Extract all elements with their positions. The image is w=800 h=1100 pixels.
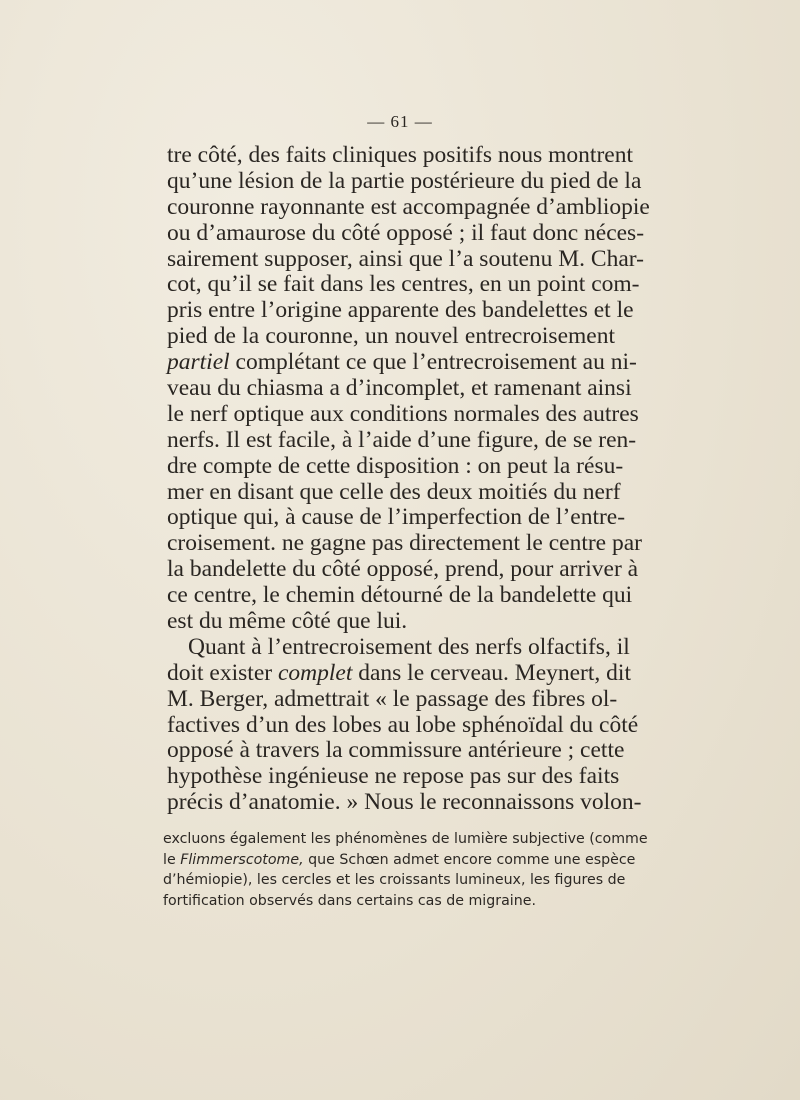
text-line: tre côté, des faits cliniques positifs nous montrent xyxy=(167,142,633,168)
text-segment: que Schœn admet encore comme une espèce xyxy=(303,851,636,868)
text-line: le nerf optique aux conditions normales des autres xyxy=(167,400,639,427)
text-line: qu’une lésion de la partie postérieure du pied de la xyxy=(167,167,642,194)
text-line: factives d’un des lobes au lobe sphénoïdal du côté xyxy=(167,711,639,738)
text-segment: le xyxy=(163,851,181,868)
text-line: pris entre l’origine apparente des bandelettes et le xyxy=(167,297,634,324)
text-segment: complétant ce que l’entrecroisement au ni- xyxy=(229,349,637,376)
text-line: sairement supposer, ainsi que l’a soutenu M. Char- xyxy=(167,245,644,272)
text-line: la bandelette du côté opposé, prend, pour arriver à xyxy=(167,556,639,583)
text-line: est du même côté que lui. xyxy=(167,608,408,635)
italic-word: complet xyxy=(277,659,353,686)
footnote-line: d’hémiopie), les cercles et les croissants lumineux, les figures de xyxy=(163,872,626,889)
text-line xyxy=(167,349,637,376)
text-line: cot, qu’il se fait dans les centres, en un point com- xyxy=(167,271,640,298)
text-line: dre compte de cette disposition : on peut la résu- xyxy=(167,452,624,479)
text-line: ce centre, le chemin détourné de la bandelette qui xyxy=(167,582,633,609)
page-number: — 61 — xyxy=(367,112,433,131)
text-line: Quant à l’entrecroisement des nerfs olfactifs, il xyxy=(188,633,630,660)
text-line: croisement. ne gagne pas directement le centre par xyxy=(167,530,642,557)
text-line: hypothèse ingénieuse ne repose pas sur des faits xyxy=(167,763,620,790)
text-line: pied de la couronne, un nouvel entrecroisement xyxy=(167,323,615,350)
text-line: couronne rayonnante est accompagnée d’ambliopie xyxy=(167,193,650,220)
italic-word: Flimmerscotome, xyxy=(180,851,304,868)
text-line: opposé à travers la commissure antérieure ; cette xyxy=(167,737,625,764)
italic-word: partiel xyxy=(167,349,230,376)
text-segment: dans le cerveau. Meynert, dit xyxy=(352,659,631,686)
footnote-line: fortification observés dans certains cas de migraine. xyxy=(163,892,536,909)
main-text xyxy=(167,142,650,816)
text-line: ou d’amaurose du côté opposé ; il faut donc néces- xyxy=(167,219,645,246)
footnote xyxy=(163,829,648,911)
text-segment: doit exister xyxy=(167,659,278,686)
text-line: nerfs. Il est facile, à l’aide d’une figure, de se ren- xyxy=(167,426,637,453)
text-line: veau du chiasma a d’incomplet, et ramenant ainsi xyxy=(167,375,632,402)
footnote-line: excluons également les phénomènes de lumière subjective (comme xyxy=(163,831,648,847)
text-line: mer en disant que celle des deux moitiés du nerf xyxy=(167,478,621,505)
text-line: M. Berger, admettrait « le passage des fibres ol- xyxy=(167,685,618,712)
text-line: précis d’anatomie. » Nous le reconnaissons volon- xyxy=(167,789,642,816)
footnote-line xyxy=(163,850,636,871)
text-line: optique qui, à cause de l’imperfection de l’entre- xyxy=(167,504,626,531)
text-line xyxy=(167,659,631,687)
